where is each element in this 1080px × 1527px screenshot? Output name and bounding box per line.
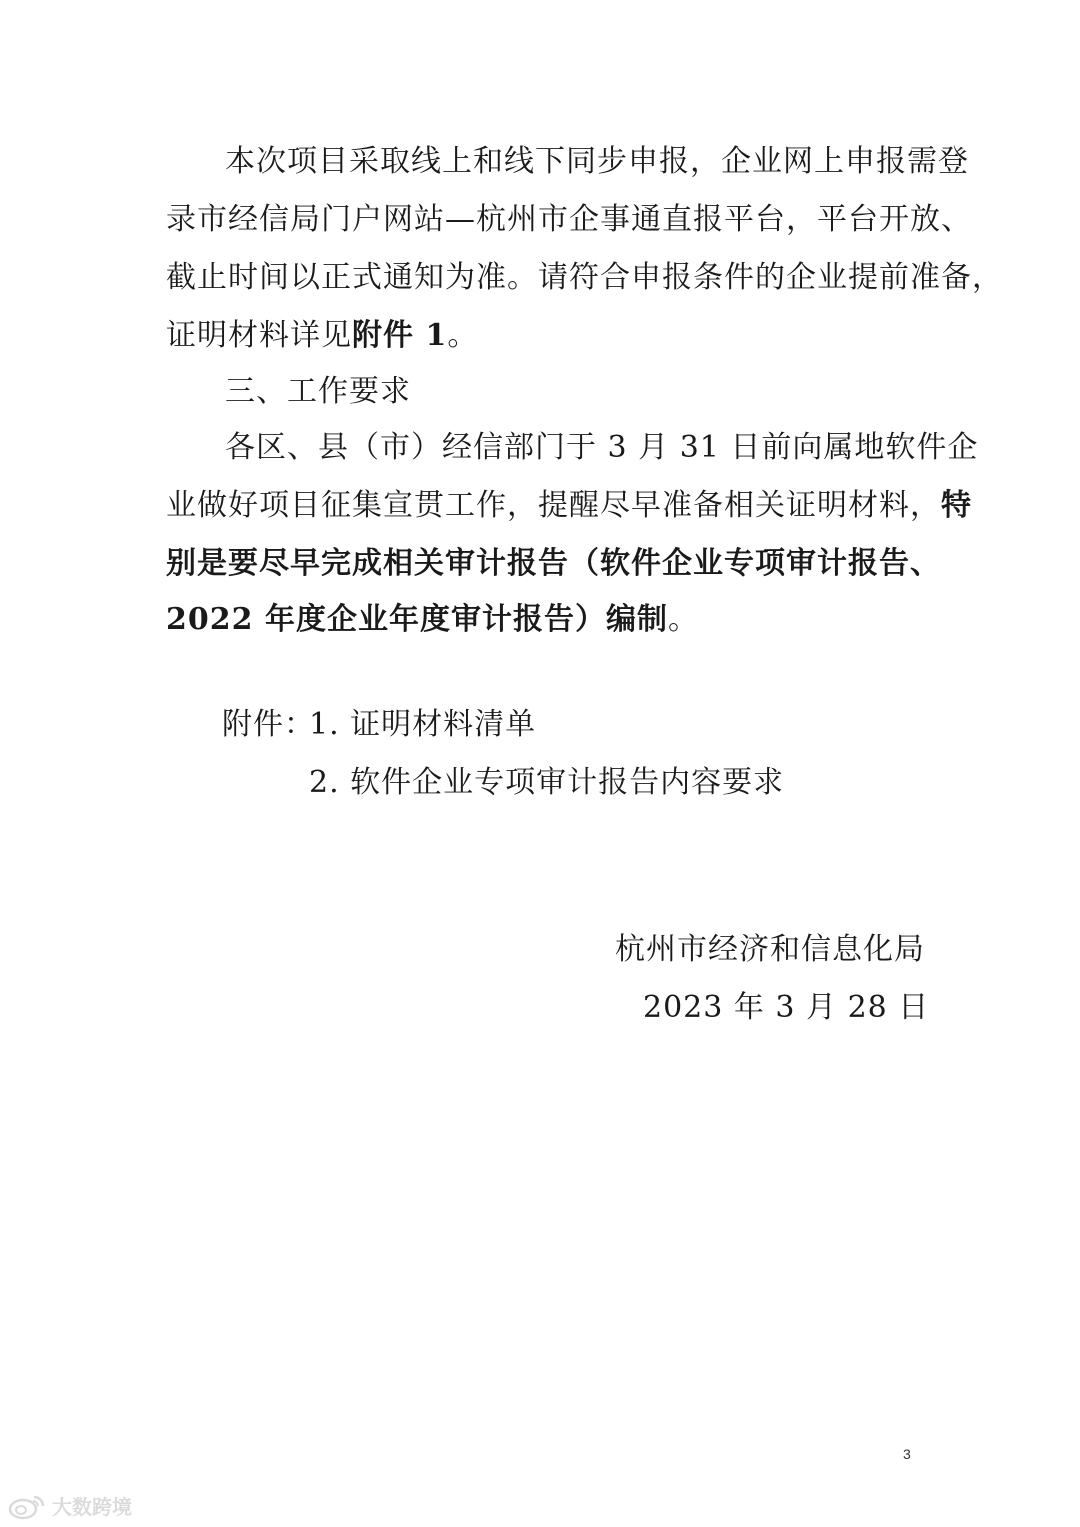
watermark-text: 大数跨境 [52,1495,132,1519]
paragraph2-line2 [166,486,972,526]
issue-date: 2023 年 3 月 28 日 [643,990,930,1025]
issuer-name: 杭州市经济和信息化局 [615,932,925,967]
paragraph1-line4-end: 。 [447,318,479,353]
paragraph1-line3: 截止时间以正式通知为准。请符合申报条件的企业提前准备， [166,260,1003,295]
attachment-reference: 附件 1 [352,318,448,353]
paragraph1-line4 [166,316,478,356]
paragraph2-line4 [166,600,699,640]
paragraph2-line3: 别是要尽早完成相关审计报告（软件企业专项审计报告、 [166,546,941,581]
paragraph2-line2-text: 业做好项目征集宣贯工作，提醒尽早准备相关证明材料， [166,488,941,523]
paragraph1-line4-text: 证明材料详见 [166,318,352,353]
attachments-label: 附件： [222,707,315,742]
weibo-logo-icon [8,1492,46,1520]
paragraph1-line1: 本次项目采取线上和线下同步申报，企业网上申报需登 [225,144,969,179]
attachment-item-2: 2. 软件企业专项审计报告内容要求 [309,765,785,800]
paragraph2-line4-end: 。 [667,602,699,637]
paragraph2-line2-emphasis: 特 [941,488,972,523]
paragraph1-line2: 录市经信局门户网站—杭州市企事通直报平台，平台开放、 [166,202,972,237]
watermark [8,1491,132,1520]
section-heading: 三、工作要求 [225,374,411,409]
paragraph2-line1: 各区、县（市）经信部门于 3 月 31 日前向属地软件企 [225,430,979,465]
page-number: 3 [903,1446,911,1462]
paragraph2-line4-emphasis: 2022 年度企业年度审计报告）编制 [166,602,668,637]
attachment-item-1: 1. 证明材料清单 [309,707,537,742]
